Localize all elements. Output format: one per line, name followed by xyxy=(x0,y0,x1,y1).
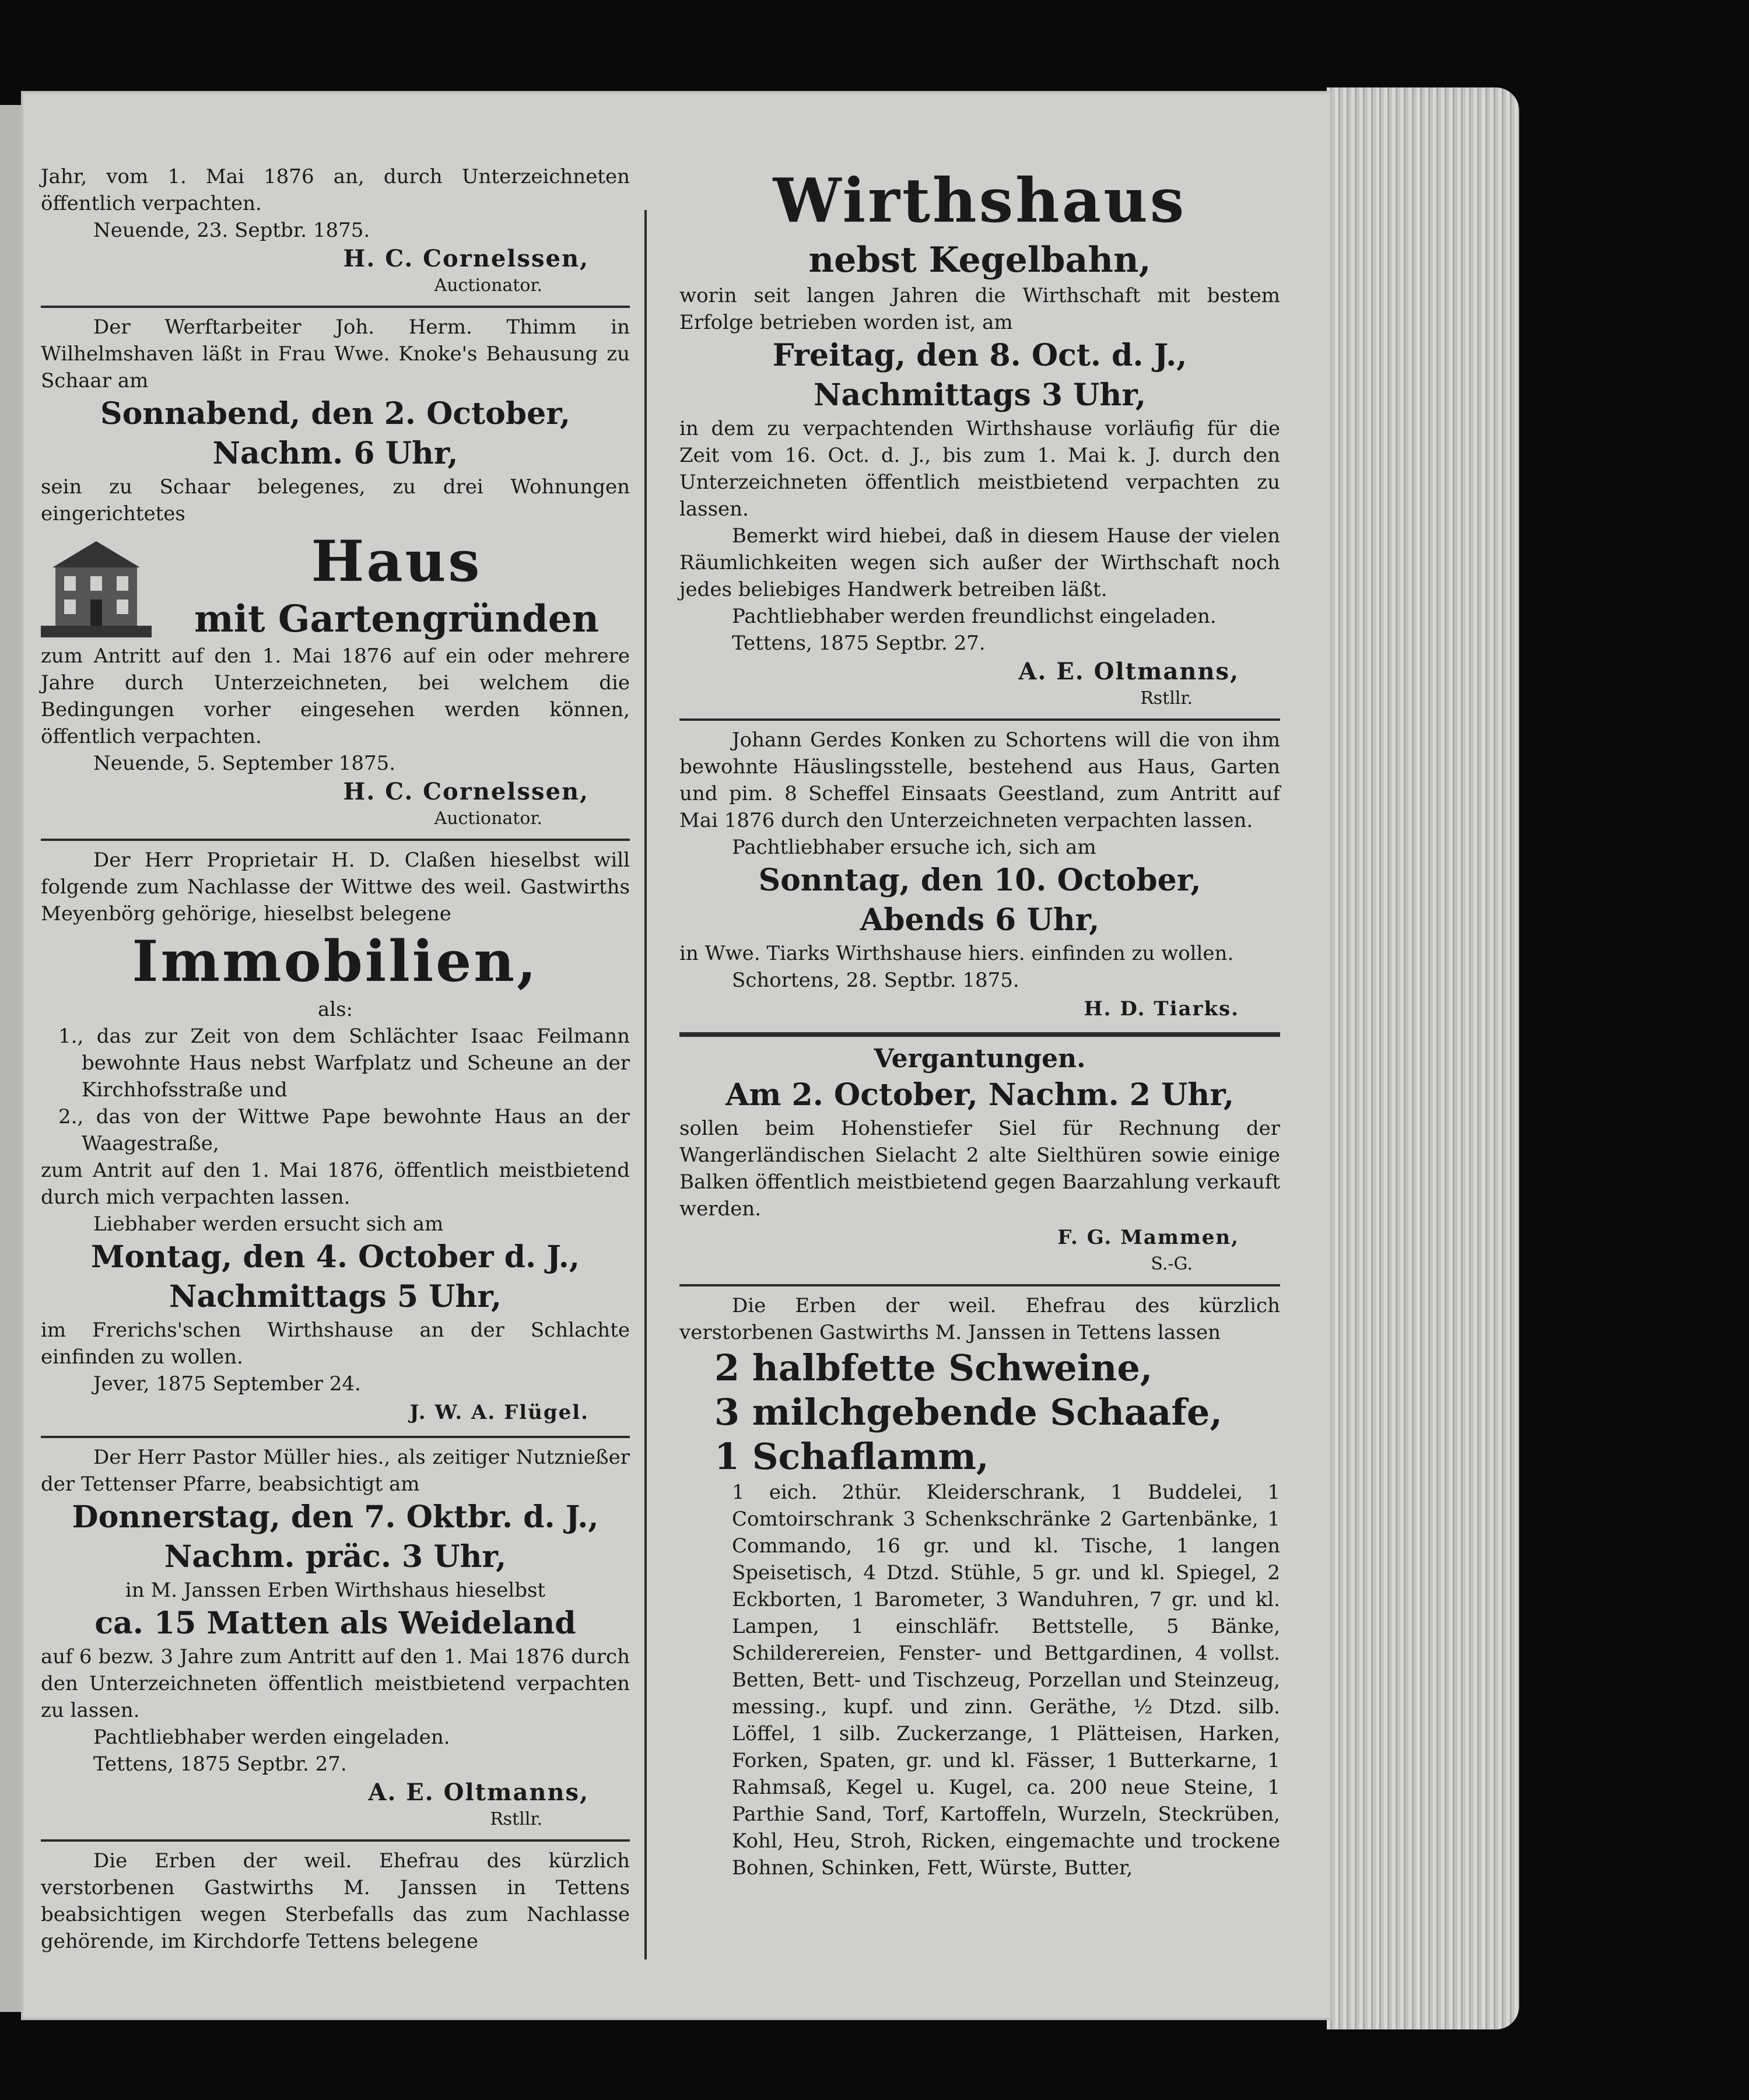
headline-immobilien: Immobilien, xyxy=(132,928,539,994)
ad-janssen-erben-left xyxy=(41,1847,630,1955)
ad-text: in dem zu verpachtenden Wirthshause vorläufig für die Zeit vom 16. Oct. d. J., bis zum 1. Mai k. J. durch den Unterzeichneten öffentlich meistbietend verpachten zu lassen. xyxy=(679,417,1280,521)
signer-role: Rstllr. xyxy=(1140,688,1193,709)
ad-date: Montag, den 4. October d. J., xyxy=(90,1239,580,1275)
section-heading: Vergantungen. xyxy=(874,1044,1086,1074)
separator xyxy=(679,1284,1280,1286)
ad-text: sein zu Schaar belegenes, zu drei Wohnungen eingerichtetes xyxy=(41,475,630,525)
ad-intro: Der Herr Pastor Müller hies., als zeitiger Nutznießer der Tettenser Pfarre, beabsichtigt am xyxy=(41,1446,630,1496)
headline-schweine: 2 halbfette Schweine, xyxy=(714,1347,1153,1389)
place-date: Neuende, 5. September 1875. xyxy=(93,752,396,775)
ad-time: Nachm. 6 Uhr, xyxy=(212,436,458,471)
column-divider xyxy=(644,210,647,1959)
signer: H. C. Cornelssen, xyxy=(343,245,589,272)
ad-text: Bemerkt wird hiebei, daß in diesem Hause der vielen Räumlichkeiten wegen sich außer der Wirthschaft noch jedes beliebiges Handwerk betreiben läßt. xyxy=(679,524,1280,601)
signer: A. E. Oltmanns, xyxy=(368,1779,589,1806)
ad-text: Die Erben der weil. Ehefrau des kürzlich verstorbenen Gastwirths M. Janssen in Tettens beabsichtigen wegen Sterbefalls das zum Nachlasse gehörende, im Kirchdorfe Tettens belegene xyxy=(41,1849,630,1953)
right-column xyxy=(679,163,1280,1881)
ad-time: Nachm. präc. 3 Uhr, xyxy=(164,1539,507,1575)
ad-date: Sonntag, den 10. October, xyxy=(758,863,1201,898)
place-date: Schortens, 28. Septbr. 1875. xyxy=(732,969,1019,992)
signer: H. C. Cornelssen, xyxy=(343,778,589,805)
ad-text: Pachtliebhaber werden eingeladen. xyxy=(93,1726,450,1749)
ad-text: zum Antrit auf den 1. Mai 1876, öffentlich meistbietend durch mich verpachten lassen. xyxy=(41,1159,630,1209)
headline-wirthshaus: Wirthshaus xyxy=(773,164,1187,236)
ad-text: Liebhaber werden ersucht sich am xyxy=(93,1212,444,1236)
ad-intro: Johann Gerdes Konken zu Schortens will die von ihm bewohnte Häuslingsstelle, bestehend aus Haus, Garten und pim. 8 Scheffel Einsaats Geestland, zum Antritt auf Mai 1876 durch den Unterzeichneten verpachten lassen. xyxy=(679,728,1280,832)
ad-janssen-erben-right xyxy=(679,1292,1280,1881)
place-date: Tettens, 1875 Septbr. 27. xyxy=(732,632,986,655)
separator xyxy=(41,1839,630,1842)
house-illustration-icon xyxy=(41,532,152,637)
book-spine xyxy=(0,105,23,2012)
ad-text: Pachtliebhaber ersuche ich, sich am xyxy=(732,836,1096,859)
ad-date: Donnerstag, den 7. Oktbr. d. J., xyxy=(72,1499,599,1535)
ad-date: Am 2. October, Nachm. 2 Uhr, xyxy=(725,1077,1234,1113)
separator xyxy=(41,839,630,841)
ad-time: Nachmittags 5 Uhr, xyxy=(169,1279,502,1314)
headline-weideland: ca. 15 Matten als Weideland xyxy=(94,1605,576,1641)
haus-headline-row xyxy=(41,527,630,643)
signer-role: Auctionator. xyxy=(434,275,542,296)
page-edges xyxy=(1327,87,1519,2029)
signer: F. G. Mammen, xyxy=(1057,1226,1239,1249)
ad-text: sollen beim Hohenstiefer Siel für Rechnung der Wangerländischen Sielacht 2 alte Sielthüren sowie einige Balken öffentlich meistbietend gegen Baarzahlung verkauft werden. xyxy=(679,1117,1280,1221)
haus-headline-words xyxy=(163,527,630,643)
headline-kegelbahn: nebst Kegelbahn, xyxy=(808,240,1151,281)
ad-time: Nachmittags 3 Uhr, xyxy=(813,377,1147,413)
ad-wirthshaus xyxy=(679,163,1280,710)
newspaper-page xyxy=(23,93,1330,2018)
headline-haus: Haus xyxy=(311,528,482,594)
als-label: als: xyxy=(317,998,353,1021)
ad-classen-immobilien xyxy=(41,847,630,1428)
ad-intro: Der Werftarbeiter Joh. Herm. Thimm in Wilhelmshaven läßt in Frau Wwe. Knoke's Behausung zu Schaar am xyxy=(41,315,630,392)
signer-role: Auctionator. xyxy=(434,808,542,829)
headline-gartengruenden: mit Gartengründen xyxy=(194,597,600,641)
ad-thimm-haus xyxy=(41,314,630,830)
separator-thick xyxy=(679,1032,1280,1037)
ad-konken xyxy=(679,727,1280,1024)
ad-text: auf 6 bezw. 3 Jahre zum Antritt auf den 1. Mai 1876 durch den Unterzeichneten öffentlich meistbietend verpachten zu lassen. xyxy=(41,1645,630,1722)
ad-text: Pachtliebhaber werden freundlichst eingeladen. xyxy=(732,605,1217,628)
headline-schaafe: 3 milchgebende Schaafe, xyxy=(714,1391,1222,1433)
signer-role: S.-G. xyxy=(1151,1254,1193,1274)
ad-text: zum Antritt auf den 1. Mai 1876 auf ein oder mehrere Jahre durch Unterzeichneten, bei welchem die Bedingungen vorher eingesehen werden können, öffentlich verpachten. xyxy=(41,644,630,748)
separator xyxy=(41,306,630,308)
list-item: 1., das zur Zeit von dem Schlächter Isaac Feilmann bewohnte Haus nebst Warfplatz und Scheune an der Kirchhofsstraße und xyxy=(58,1025,630,1102)
signer: J. W. A. Flügel. xyxy=(409,1401,589,1424)
ad-text: in Wwe. Tiarks Wirthshause hiers. einfinden zu wollen. xyxy=(679,942,1234,965)
ad-text: in M. Janssen Erben Wirthshaus hieselbst xyxy=(125,1579,546,1602)
place-date: Neuende, 23. Septbr. 1875. xyxy=(93,219,370,242)
ad-time: Abends 6 Uhr, xyxy=(860,902,1100,938)
separator xyxy=(679,718,1280,721)
ad-text: Jahr, vom 1. Mai 1876 an, durch Unterzeichneten öffentlich verpachten. xyxy=(41,165,630,215)
signer: H. D. Tiarks. xyxy=(1084,997,1239,1021)
ad-intro: Der Herr Proprietair H. D. Claßen hieselbst will folgende zum Nachlasse der Wittwe des weil. Gastwirths Meyenbörg gehörige, hieselbst belegene xyxy=(41,849,630,925)
ad-mueller-weideland xyxy=(41,1444,630,1831)
left-column xyxy=(41,163,630,1955)
place-date: Jever, 1875 September 24. xyxy=(93,1372,361,1396)
signer-role: Rstllr. xyxy=(490,1809,542,1829)
ad-text: 1 eich. 2thür. Kleiderschrank, 1 Buddelei, 1 Comtoirschrank 3 Schenkschränke 2 Gartenbänke, 1 Commando, 16 gr. und kl. Tische, 1 langen Speisetisch, 4 Dtzd. Stühle, 5 gr. und kl. Spiegel, 2 Eckborten, 1 Barometer, 3 Wanduhren, 7 gr. und kl. Lampen, 1 einschläfr. Bettstelle, 5 Bänke, Schilderereien, Fenster- und Bettgardinen, 4 vollst. Betten, Bett- und Tischzeug, Porzellan und Steinzeug, messing., kupf. und zinn. Geräthe, ½ Dtzd. silb. Löffel, 1 silb. Zuckerzange, 1 Plätteisen, Harken, Forken, Spaten, gr. und kl. Fässer, 1 Butterkarne, 1 Rahmsaß, Kegel u. Kugel, ca. 200 neue Steine, 1 Parthie Sand, Torf, Kartoffeln, Wurzeln, Steckrüben, Kohl, Heu, Stroh, Ricken, eingemachte und trockene Bohnen, Schinken, Fett, Würste, Butter, xyxy=(732,1481,1280,1880)
ad-intro: Die Erben der weil. Ehefrau des kürzlich verstorbenen Gastwirths M. Janssen in Tettens lassen xyxy=(679,1294,1280,1344)
place-date: Tettens, 1875 Septbr. 27. xyxy=(93,1752,347,1776)
headline-schaflamm: 1 Schaflamm, xyxy=(714,1435,989,1478)
ad-text: im Frerichs'schen Wirthshause an der Schlachte einfinden zu wollen. xyxy=(41,1319,630,1369)
list-item: 2., das von der Wittwe Pape bewohnte Haus an der Waagestraße, xyxy=(58,1105,630,1155)
ad-cornelssen-1 xyxy=(41,163,630,297)
ad-date: Freitag, den 8. Oct. d. J., xyxy=(772,338,1187,373)
ad-vergantungen xyxy=(679,1043,1280,1276)
signer: A. E. Oltmanns, xyxy=(1018,658,1239,685)
separator xyxy=(41,1436,630,1438)
ad-date: Sonnabend, den 2. October, xyxy=(100,396,570,432)
ad-text: worin seit langen Jahren die Wirthschaft mit bestem Erfolge betrieben worden ist, am xyxy=(679,284,1280,334)
